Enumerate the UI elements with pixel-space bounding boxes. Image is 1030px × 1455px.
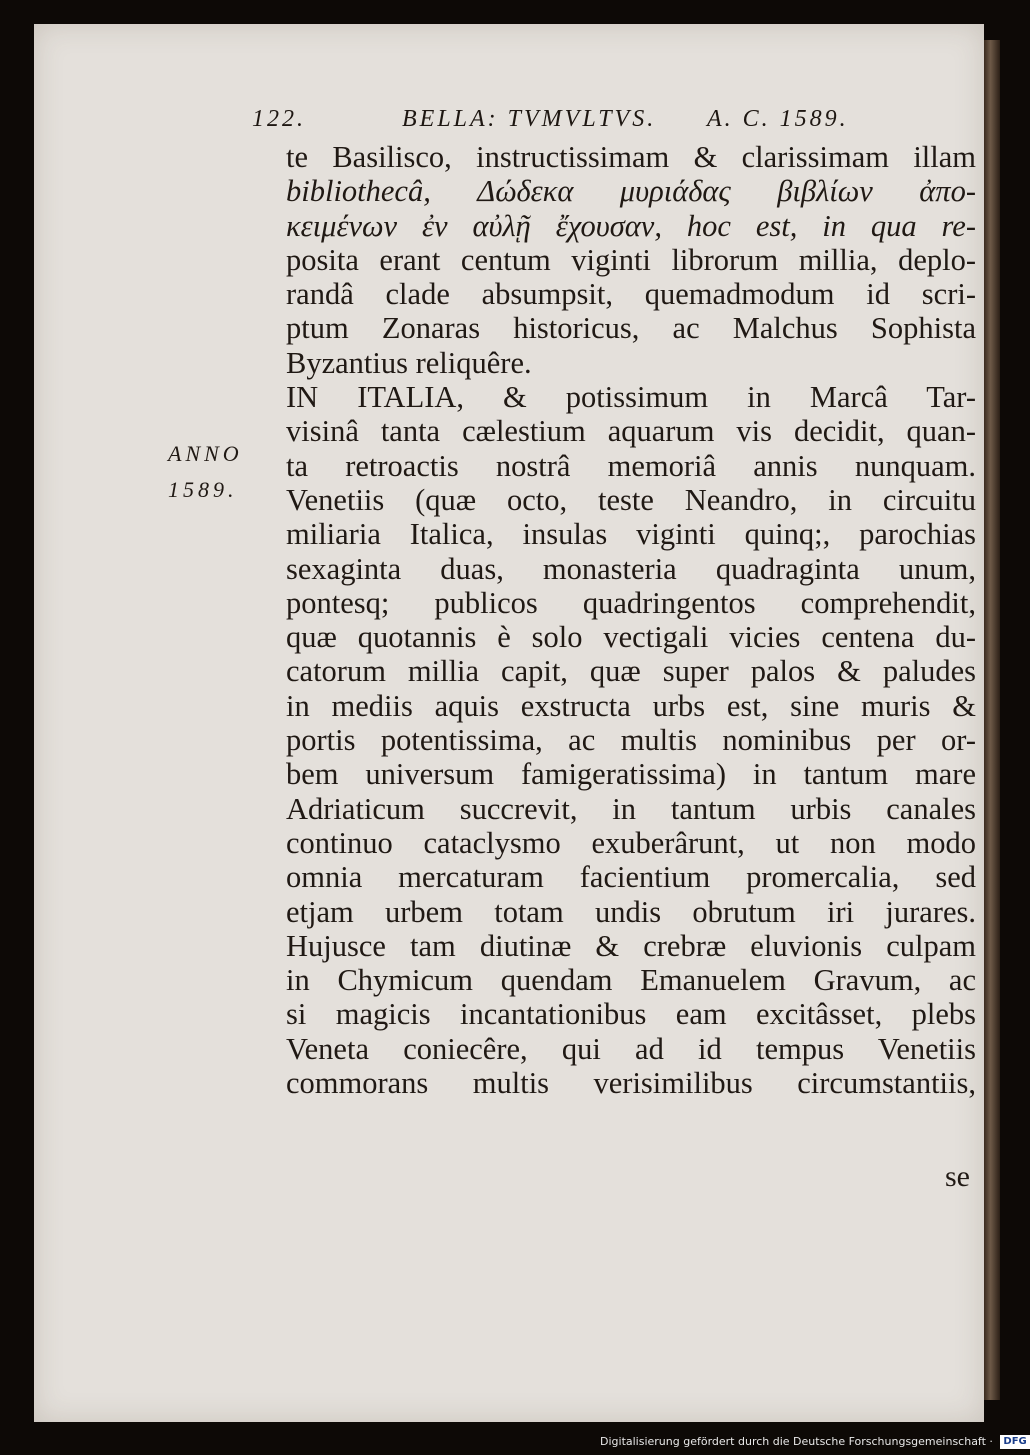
text-line: bem universum famigeratissima) in tantum mare [286, 757, 976, 792]
text-line: pontesq; publicos quadringentos comprehendit, [286, 585, 976, 620]
text-line: bibliothecâ, Δώδεκα μυριάδας βιβλίων ἀπο- [286, 174, 976, 209]
text-line: continuo cataclysmo exuberârunt, ut non modo [286, 825, 976, 860]
text-line: si magicis incantationibus eam excitâsset, plebs [286, 997, 976, 1032]
text-line: Adriaticum succrevit, in tantum urbis canales [286, 791, 976, 826]
text-line: te Basilisco, instructissimam & clarissimam illam [286, 140, 976, 174]
text-line: etjam urbem totam undis obrutum iri jurares. [286, 894, 976, 929]
text-line: randâ clade absumpsit, quemadmodum id scri- [286, 277, 976, 312]
text-line: κειμένων ἐν αὐλῇ ἔχουσαν, hoc est, in qua re- [286, 208, 976, 243]
text-line: omnia mercaturam facientium promercalia, sed [286, 860, 976, 895]
text-line: miliaria Italica, insulas viginti quinq;, parochias [286, 517, 976, 552]
text-line: Veneta coniecêre, qui ad id tempus Venetiis [286, 1031, 976, 1066]
text-line: sexaginta duas, monasteria quadraginta unum, [286, 551, 976, 586]
text-line: commorans multis verisimilibus circumstantiis, [286, 1066, 976, 1101]
text-line: visinâ tanta cælestium aquarum vis decidit, quan- [286, 414, 976, 449]
running-title: BELLA: TVMVLTVS. [402, 106, 657, 132]
page-header [252, 100, 912, 140]
text-line: ta retroactis nostrâ memoriâ annis nunquam. [286, 448, 976, 483]
margin-note [168, 436, 278, 508]
text-line: ptum Zonaras historicus, ac Malchus Sophista [286, 311, 976, 346]
digitization-credit [600, 1432, 1027, 1452]
text-line: Venetiis (quæ octo, teste Neandro, in circuitu [286, 482, 976, 517]
dfg-logo-icon: DFG [1000, 1435, 1029, 1449]
text-line: Hujusce tam diutinæ & crebræ eluvionis culpam [286, 928, 976, 963]
text-line: in Chymicum quendam Emanuelem Gravum, ac [286, 963, 976, 998]
text-line: in mediis aquis exstructa urbs est, sine muris & [286, 688, 976, 723]
text-line: IN ITALIA, & potissimum in Marcâ Tar- [286, 380, 976, 415]
text-line: quæ quotannis è solo vectigali vicies centena du- [286, 620, 976, 655]
credit-text: Digitalisierung gefördert durch die Deutsche Forschungsgemeinschaft · [600, 1435, 993, 1448]
text-line: posita erant centum viginti librorum millia, deplo- [286, 242, 976, 277]
body-text [286, 140, 976, 1100]
header-year: A. C. 1589. [707, 106, 849, 132]
text-line: Byzantius reliquêre. [286, 345, 532, 380]
text-line: catorum millia capit, quæ super palos & paludes [286, 654, 976, 689]
catchword: se [945, 1160, 970, 1193]
margin-note-anno: ANNO [168, 441, 243, 466]
page-edge [984, 40, 1000, 1400]
text-line: portis potentissima, ac multis nominibus per or- [286, 723, 976, 758]
page-number: 122. [252, 106, 306, 132]
margin-note-year: 1589. [168, 477, 238, 502]
